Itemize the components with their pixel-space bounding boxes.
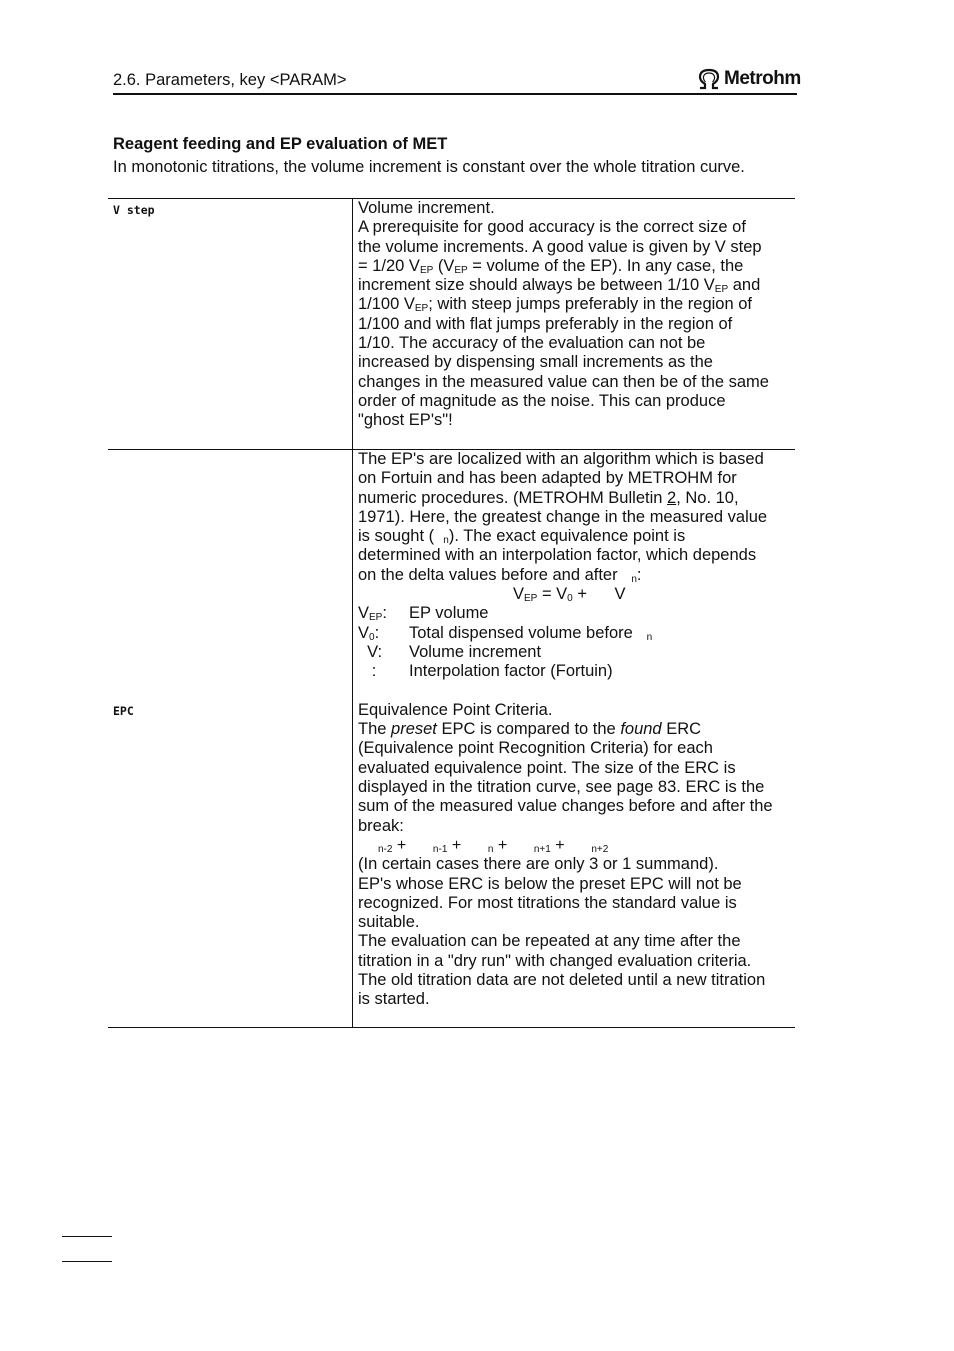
- definition-interpolation: : Interpolation factor (Fortuin): [358, 662, 613, 681]
- text-line: 1971). Here, the greatest change in the measured value: [358, 507, 768, 526]
- text-line: increased by dispensing small increments as the: [358, 353, 713, 372]
- text-line: increment size should always be between 1/10 $V_{EP}$ and: [358, 276, 761, 296]
- text-line: The evaluation can be repeated at any time after the: [358, 932, 741, 951]
- text-line: The old titration data are not deleted until a new titration: [358, 971, 766, 990]
- text-line: (In certain cases there are only 3 or 1 summand).: [358, 855, 719, 874]
- text-line: on Fortuin and has been adapted by METROHM for: [358, 469, 737, 488]
- v-step-description: [358, 199, 794, 431]
- text-line: 1/10. The accuracy of the evaluation can not be: [358, 334, 706, 353]
- definition-delta-v: V: Volume increment: [358, 642, 542, 661]
- definition-v-ep: $V_{EP}$: EP volume: [358, 604, 489, 624]
- metrohm-omega-icon: [697, 68, 721, 90]
- text-line: "ghost EP's"!: [358, 411, 453, 430]
- table-bottom-rule: [108, 1027, 795, 1028]
- fortuin-formula: $V_{EP} = V_0$ + V: [513, 585, 626, 605]
- text-line: The EP's are localized with an algorithm which is based: [358, 450, 764, 468]
- text-line: evaluated equivalence point. The size of the ERC is: [358, 758, 736, 777]
- text-line: EP's whose ERC is below the preset EPC will not be: [358, 874, 742, 893]
- text-line: determined with an interpolation factor, which depends: [358, 546, 757, 565]
- param-epc: EPC: [113, 704, 134, 718]
- table-column-divider: [352, 198, 353, 1028]
- text-line: (Equivalence point Recognition Criteria) for each: [358, 739, 713, 758]
- footer-rule: [62, 1261, 112, 1262]
- text-line: break:: [358, 816, 404, 835]
- text-line: 1/100 $V_{EP}$; with steep jumps preferably in the region of: [358, 295, 752, 315]
- text-line: = 1/20 $V_{EP}$ ($V_{EP}$ = volume of the EP). In any case, the: [358, 256, 744, 276]
- param-v-step: V step: [113, 203, 155, 217]
- text-line: The preset EPC is compared to the found ERC: [358, 720, 702, 739]
- header-rule: [113, 93, 797, 95]
- section-title: Reagent feeding and EP evaluation of MET: [113, 135, 448, 153]
- text-line: displayed in the titration curve, see page 83. ERC is the: [358, 778, 765, 797]
- page-header-title: 2.6. Parameters, key <PARAM>: [113, 71, 347, 89]
- erc-sum-formula: $_{n-2}$ + $_{n-1}$ + $_n$ + $_{n+1}$ + $_{n+2}$: [378, 836, 609, 855]
- text-line: on the delta values before and after $_n$:: [358, 565, 642, 585]
- text-line: Volume increment.: [358, 199, 495, 217]
- text-line: A prerequisite for good accuracy is the correct size of: [358, 218, 746, 237]
- text-line: numeric procedures. (METROHM Bulletin 2, No. 10,: [358, 488, 739, 507]
- text-line: recognized. For most titrations the standard value is: [358, 893, 737, 912]
- brand-name: Metrohm: [724, 68, 801, 89]
- text-line: is sought ( $_n$). The exact equivalence point is: [358, 527, 686, 547]
- text-line: 1/100 and with flat jumps preferably in the region of: [358, 314, 733, 333]
- footer-rule: [62, 1236, 112, 1237]
- text-line: order of magnitude as the noise. This can produce: [358, 391, 726, 410]
- text-line: changes in the measured value can then be of the same: [358, 372, 769, 391]
- ep-algorithm-description: [358, 450, 794, 1010]
- definition-v0: $V_0$: Total dispensed volume before $_n$: [358, 623, 653, 643]
- metrohm-logo: [697, 67, 801, 91]
- text-line: the volume increments. A good value is given by V step: [358, 237, 762, 256]
- text-line: titration in a "dry run" with changed evaluation criteria.: [358, 951, 752, 970]
- text-line: suitable.: [358, 913, 420, 932]
- text-line: Equivalence Point Criteria.: [358, 700, 553, 719]
- text-line: is started.: [358, 990, 430, 1009]
- text-line: sum of the measured value changes before and after the: [358, 797, 773, 816]
- section-intro: In monotonic titrations, the volume increment is constant over the whole titration curve.: [113, 158, 745, 176]
